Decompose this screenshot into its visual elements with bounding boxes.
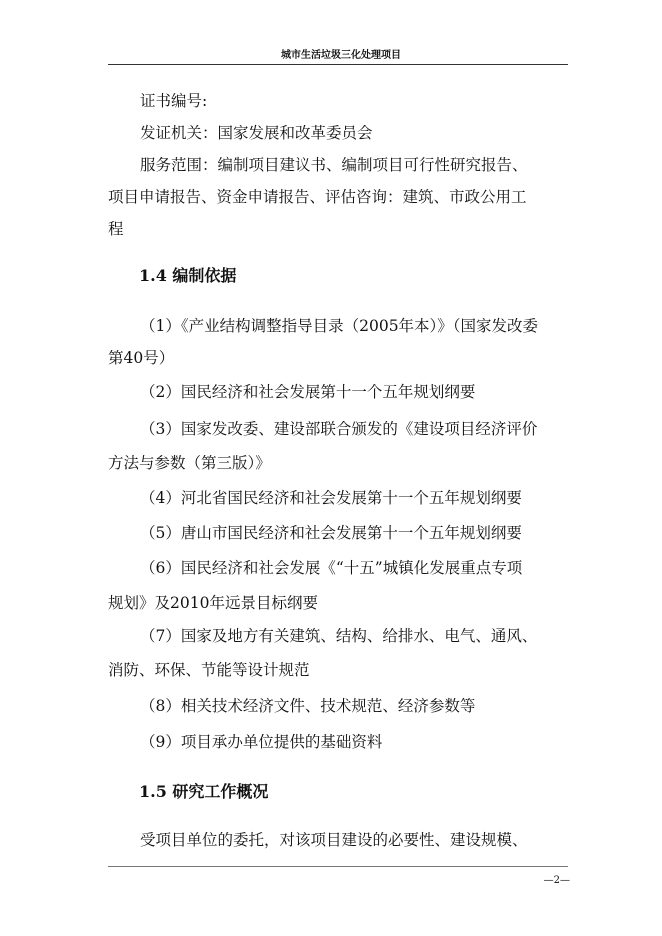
basis-item-4: （4）河北省国民经济和社会发展第十一个五年规划纲要	[140, 489, 522, 507]
basis-item-6-line-1: （6）国民经济和社会发展《“十五”城镇化发展重点专项	[140, 559, 523, 577]
footer-rule	[108, 866, 568, 867]
section-heading-1-4: 1.4 编制依据	[139, 266, 237, 285]
page-header: 城市生活垃圾三化处理项目	[281, 50, 401, 61]
basis-item-3-line-2: 方法与参数（第三版）》	[108, 454, 271, 472]
scope-line-2: 项目申请报告、资金申请报告、评估咨询：建筑、市政公用工	[108, 188, 527, 206]
cert-number-line: 证书编号:	[140, 92, 208, 110]
scope-line-3: 程	[108, 220, 124, 238]
section-heading-1-5: 1.5 研究工作概况	[139, 782, 269, 801]
page-number: —2—	[543, 875, 570, 886]
basis-item-6-line-2: 规划》及2010年远景目标纲要	[108, 594, 318, 612]
basis-item-7-line-2: 消防、环保、节能等设计规范	[108, 661, 310, 679]
basis-item-3-line-1: （3）国家发改委、建设部联合颁发的《建设项目经济评价	[140, 420, 538, 438]
basis-item-8: （8）相关技术经济文件、技术规范、经济参数等	[140, 697, 476, 715]
research-overview-line: 受项目单位的委托，对该项目建设的必要性、建设规模、	[140, 831, 528, 849]
basis-item-9: （9）项目承办单位提供的基础资料	[140, 733, 383, 751]
basis-item-2: （2）国民经济和社会发展第十一个五年规划纲要	[140, 383, 476, 401]
issuer-line: 发证机关：国家发展和改革委员会	[140, 124, 373, 142]
basis-item-1-line-2: 第40号）	[108, 349, 175, 367]
basis-item-7-line-1: （7）国家及地方有关建筑、结构、给排水、电气、通风、	[140, 627, 538, 645]
header-rule	[108, 64, 568, 65]
basis-item-5: （5）唐山市国民经济和社会发展第十一个五年规划纲要	[140, 524, 522, 542]
basis-item-1-line-1: （1）《产业结构调整指导目录（2005年本）》（国家发改委	[140, 317, 539, 335]
scope-line-1: 服务范围：编制项目建议书、编制项目可行性研究报告、	[140, 156, 528, 174]
